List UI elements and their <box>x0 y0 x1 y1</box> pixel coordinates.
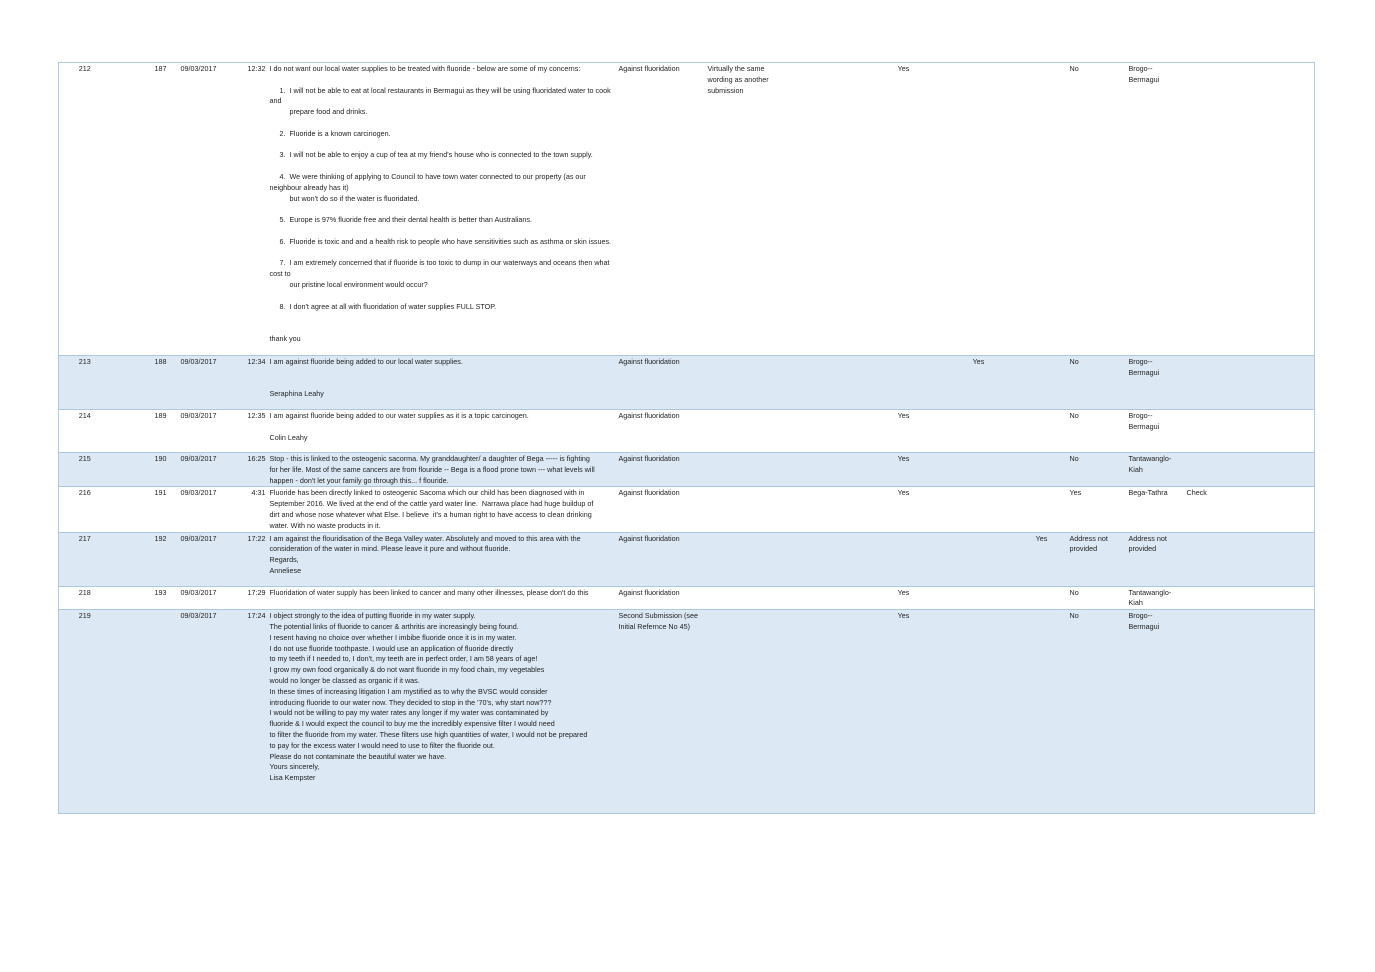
date-cell: 09/03/2017 <box>169 356 229 410</box>
row-id: 218 <box>59 586 111 610</box>
col1-cell <box>866 356 942 410</box>
submission-text: Fluoride has been directly linked to osteogenic Sacoma which our child has been diagnosed with in September 2016. We lived at the end of the cattle yard water line. Narrawa place had huge buildup of dirt and whose nose whatever what Else. I believe it's a human right to have access to clean drinking water. With no waste products in it. <box>268 487 617 532</box>
ref-number: 188 <box>111 356 169 410</box>
time-cell: 4:31 <box>229 487 268 532</box>
locality-cell <box>1127 487 1315 532</box>
locality-cell <box>1127 410 1315 453</box>
locality-text: Brogo--Bermagui <box>1128 64 1160 84</box>
comment-cell <box>706 487 790 532</box>
submission-text: Stop - this is linked to the osteogenic sacorma. My granddaughter/ a daughter of Bega ----- is fighting for her life. Most of the same cancers are from flouride -- Bega is a flood prone town --- what levels will happen - don't let your family go through this... f flouride. <box>268 453 617 487</box>
col1-cell: Yes <box>866 453 942 487</box>
locality-cell <box>1127 63 1315 356</box>
col1-cell: Yes <box>866 487 942 532</box>
pad-cell <box>790 586 866 610</box>
locality-text: Brogo--Bermagui <box>1128 411 1160 431</box>
col2-cell <box>942 586 1016 610</box>
comment-cell <box>706 410 790 453</box>
ref-number: 190 <box>111 453 169 487</box>
col1-cell <box>866 532 942 586</box>
col4-cell: No <box>1068 410 1127 453</box>
time-cell: 16:25 <box>229 453 268 487</box>
row-id: 212 <box>59 63 111 356</box>
col3-cell <box>1016 356 1068 410</box>
pad-cell <box>790 410 866 453</box>
locality-text: Brogo--Bermagui <box>1128 611 1160 631</box>
locality-text: Tantawanglo-Kiah <box>1128 587 1172 608</box>
row-id: 219 <box>59 610 111 814</box>
ref-number: 189 <box>111 410 169 453</box>
time-cell: 17:22 <box>229 532 268 586</box>
col2-cell: Yes <box>942 356 1016 410</box>
table-row <box>59 453 1315 487</box>
locality-cell <box>1127 586 1315 610</box>
col2-cell <box>942 610 1016 814</box>
table-row <box>59 532 1315 586</box>
col4-cell: Address not provided <box>1068 532 1127 586</box>
position-cell: Second Submission (see Initial Refernce No 45) <box>617 610 706 814</box>
pad-cell <box>790 356 866 410</box>
time-cell: 12:35 <box>229 410 268 453</box>
locality-text: Tantawanglo-Kiah <box>1128 454 1172 474</box>
col3-cell <box>1016 453 1068 487</box>
col2-cell <box>942 410 1016 453</box>
ref-number: 193 <box>111 586 169 610</box>
date-cell: 09/03/2017 <box>169 487 229 532</box>
col3-cell <box>1016 410 1068 453</box>
ref-number: 192 <box>111 532 169 586</box>
submission-text: I am against fluoride being added to our local water supplies. Seraphina Leahy <box>268 356 617 410</box>
pad-cell <box>790 453 866 487</box>
pad-cell <box>790 487 866 532</box>
submissions-table <box>58 62 1315 814</box>
col2-cell <box>942 63 1016 356</box>
position-cell: Against fluoridation <box>617 410 706 453</box>
table-row <box>59 586 1315 610</box>
pad-cell <box>790 610 866 814</box>
ref-number <box>111 610 169 814</box>
submission-text: I do not want our local water supplies to be treated with fluoride - below are some of my concerns: 1. I will not be able to eat at local restaurants in Bermagui as they will be using fluoridated water to cook and prepare food and drinks. 2. Fluoride is a known carcinogen. 3. I will not be able to enjoy a cup of tea at my friend's house who is connected to the town supply. 4. We were thinking of applying to Council to have town water connected to our property (as our neighbour already has it) but won't do so if the water is fluoridated. 5. Europe is 97% fluoride free and their dental health is better than Australians. 6. Fluoride is toxic and and a health risk to people who have sensitivities such as asthma or skin issues. 7. I am extremely concerned that if fluoride is too toxic to dump in our waterways and oceans then what cost to our pristine local environment would occur? 8. I don't agree at all with fluoridation of water supplies FULL STOP. thank you <box>268 63 617 356</box>
date-cell: 09/03/2017 <box>169 586 229 610</box>
col4-cell: Yes <box>1068 487 1127 532</box>
table-row <box>59 63 1315 356</box>
date-cell: 09/03/2017 <box>169 610 229 814</box>
comment-cell <box>706 610 790 814</box>
col1-cell: Yes <box>866 610 942 814</box>
ref-number: 191 <box>111 487 169 532</box>
submission-text: I am against the flouridisation of the Bega Valley water. Absolutely and moved to this area with the consideration of the water in mind. Please leave it pure and without fluoride. Regards, Anneliese <box>268 532 617 586</box>
col2-cell <box>942 487 1016 532</box>
table-row <box>59 610 1315 814</box>
locality-cell <box>1127 532 1315 586</box>
col4-cell: No <box>1068 453 1127 487</box>
comment-cell <box>706 356 790 410</box>
col3-cell: Yes <box>1016 532 1068 586</box>
table-row <box>59 487 1315 532</box>
col1-cell: Yes <box>866 586 942 610</box>
locality-cell <box>1127 453 1315 487</box>
pad-cell <box>790 532 866 586</box>
comment-cell: Virtually the same wording as another submission <box>706 63 790 356</box>
comment-cell <box>706 532 790 586</box>
position-cell: Against fluoridation <box>617 532 706 586</box>
col2-cell <box>942 453 1016 487</box>
locality-cell <box>1127 356 1315 410</box>
row-id: 213 <box>59 356 111 410</box>
time-cell: 12:32 <box>229 63 268 356</box>
date-cell: 09/03/2017 <box>169 63 229 356</box>
position-cell: Against fluoridation <box>617 63 706 356</box>
submission-text: Fluoridation of water supply has been linked to cancer and many other illnesses, please don't do this <box>268 586 617 610</box>
position-cell: Against fluoridation <box>617 453 706 487</box>
date-cell: 09/03/2017 <box>169 532 229 586</box>
col3-cell <box>1016 63 1068 356</box>
submission-text: I am against fluoride being added to our water supplies as it is a topic carcinogen. Colin Leahy <box>268 410 617 453</box>
col1-cell: Yes <box>866 410 942 453</box>
col4-cell: No <box>1068 356 1127 410</box>
ref-number: 187 <box>111 63 169 356</box>
pad-cell <box>790 63 866 356</box>
row-id: 214 <box>59 410 111 453</box>
locality-text: Bega-Tathra <box>1128 488 1168 498</box>
locality-cell <box>1127 610 1315 814</box>
col3-cell <box>1016 586 1068 610</box>
col4-cell: No <box>1068 63 1127 356</box>
locality-text: Brogo--Bermagui <box>1128 357 1160 377</box>
col4-cell: No <box>1068 586 1127 610</box>
row-id: 216 <box>59 487 111 532</box>
comment-cell <box>706 586 790 610</box>
col4-cell: No <box>1068 610 1127 814</box>
table-row <box>59 356 1315 410</box>
locality-text: Address not provided <box>1128 533 1167 554</box>
date-cell: 09/03/2017 <box>169 410 229 453</box>
time-cell: 17:29 <box>229 586 268 610</box>
note-text: Check <box>1186 488 1207 498</box>
time-cell: 12:34 <box>229 356 268 410</box>
date-cell: 09/03/2017 <box>169 453 229 487</box>
col3-cell <box>1016 610 1068 814</box>
position-cell: Against fluoridation <box>617 586 706 610</box>
position-cell: Against fluoridation <box>617 356 706 410</box>
comment-cell <box>706 453 790 487</box>
col1-cell: Yes <box>866 63 942 356</box>
table-row <box>59 410 1315 453</box>
position-cell: Against fluoridation <box>617 487 706 532</box>
col2-cell <box>942 532 1016 586</box>
col3-cell <box>1016 487 1068 532</box>
submission-text: I object strongly to the idea of putting fluoride in my water supply. The potential links of fluoride to cancer & arthritis are increasingly being found. I resent having no choice over whether I imbibe fluoride once it is in my water. I do not use fluoride toothpaste. I would use an application of fluoride directly to my teeth if I needed to, I don't, my teeth are in perfect order, I am 58 years of age! I grow my own food organically & do not want fluoride in my food chain, my vegetables would no longer be classed as organic if it was. In these times of increasing litigation I am mystified as to why the BVSC would consider introducing fluoride to our water now. They decided to stop in the '70's, why start now??? I would not be willing to pay my water rates any longer if my water was contaminated by fluoride & I would expect the council to buy me the incredibly expensive filter I would need to filter the fluoride from my water. These filters use high quantities of water, I would not be prepared to pay for the excess water I would need to use to filter the fluoride out. Please do not contaminate the beautiful water we have. Yours sincerely, Lisa Kempster <box>268 610 617 814</box>
row-id: 215 <box>59 453 111 487</box>
time-cell: 17:24 <box>229 610 268 814</box>
row-id: 217 <box>59 532 111 586</box>
